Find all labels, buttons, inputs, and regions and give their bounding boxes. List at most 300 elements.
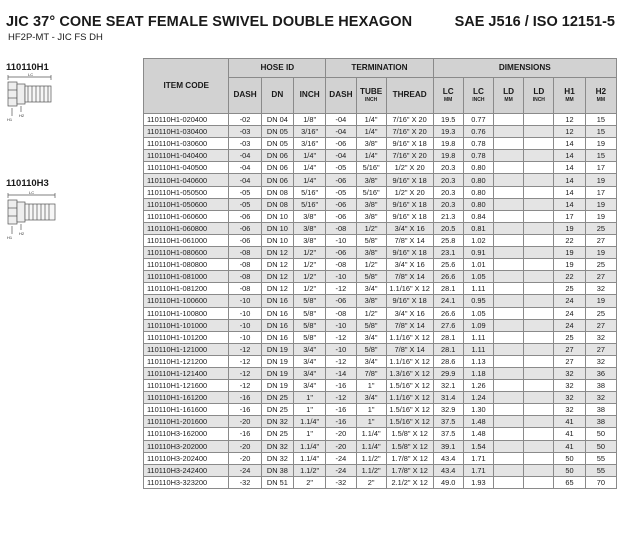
table-cell: 1.1/2" (356, 464, 386, 476)
table-cell (524, 210, 554, 222)
dim-label-h2-h1: H2 (19, 113, 25, 118)
table-cell (524, 452, 554, 464)
table-cell: 32 (554, 404, 585, 416)
table-cell: DN 05 (261, 138, 293, 150)
table-cell: 3/4" (293, 380, 325, 392)
column-header-unit: INCH (532, 96, 545, 103)
table-row (144, 464, 617, 476)
table-cell: 0.91 (463, 247, 493, 259)
table-cell: 15 (585, 126, 616, 138)
table-cell: 1" (293, 428, 325, 440)
table-cell: -10 (229, 331, 261, 343)
table-cell: 5/8" (356, 343, 386, 355)
table-cell (494, 404, 524, 416)
table-cell (494, 162, 524, 174)
table-cell: 37.5 (433, 428, 463, 440)
table-cell: 5/8" (293, 319, 325, 331)
table-cell (524, 222, 554, 234)
table-cell: 37.5 (433, 416, 463, 428)
table-cell: 1/2" (356, 307, 386, 319)
item-code-cell: 110110H1-121200 (144, 355, 229, 367)
column-header (229, 78, 261, 114)
table-cell: 9/16" X 18 (386, 295, 433, 307)
table-cell: 32 (554, 380, 585, 392)
table-cell: 5/8" (293, 331, 325, 343)
table-cell: 27 (554, 343, 585, 355)
table-cell (524, 343, 554, 355)
table-cell (524, 234, 554, 246)
table-cell: 1.93 (463, 476, 493, 488)
item-code-cell: 110110H1-040500 (144, 162, 229, 174)
table-cell: 20.5 (433, 222, 463, 234)
table-cell: DN 06 (261, 162, 293, 174)
table-cell (494, 440, 524, 452)
column-header-unit: INCH (364, 96, 378, 103)
item-code-cell: 110110H1-020400 (144, 114, 229, 126)
table-cell: 7/8" X 14 (386, 271, 433, 283)
table-cell: -08 (229, 259, 261, 271)
table-cell: 20.3 (433, 198, 463, 210)
table-cell: DN 12 (261, 283, 293, 295)
table-cell: 3/8" (356, 210, 386, 222)
table-cell: 0.77 (463, 114, 493, 126)
table-cell: -05 (229, 198, 261, 210)
table-cell (494, 295, 524, 307)
table-cell: 32 (585, 331, 616, 343)
table-cell (494, 150, 524, 162)
table-cell (524, 380, 554, 392)
table-cell: DN 32 (261, 416, 293, 428)
table-cell: -12 (229, 355, 261, 367)
table-cell: 1.1/4" (293, 440, 325, 452)
table-cell: 1/2" (293, 271, 325, 283)
item-code-cell: 110110H3-202400 (144, 452, 229, 464)
table-row (144, 186, 617, 198)
table-cell: 7/16" X 20 (386, 126, 433, 138)
item-code-cell: 110110H1-081200 (144, 283, 229, 295)
table-cell: 7/16" X 20 (386, 114, 433, 126)
table-cell: DN 12 (261, 271, 293, 283)
table-cell: 50 (554, 464, 585, 476)
dim-label-h2-h3: H2 (19, 231, 25, 236)
table-cell: 19.8 (433, 138, 463, 150)
item-code-cell: 110110H1-100800 (144, 307, 229, 319)
table-row (144, 283, 617, 295)
table-cell (494, 355, 524, 367)
table-cell: 19.8 (433, 150, 463, 162)
table-cell: 1.7/8" X 12 (386, 452, 433, 464)
table-cell: 14 (554, 138, 585, 150)
page-title: JIC 37° CONE SEAT FEMALE SWIVEL DOUBLE HEXAGON (6, 14, 413, 30)
item-code-cell: 110110H1-121400 (144, 367, 229, 379)
column-header-unit: MM (596, 96, 605, 103)
table-cell: -06 (229, 234, 261, 246)
table-cell: 12 (554, 114, 585, 126)
table-cell: 1.02 (463, 234, 493, 246)
item-code-cell: 110110H1-040600 (144, 174, 229, 186)
item-code-cell: 110110H1-050500 (144, 186, 229, 198)
table-cell: -10 (326, 234, 356, 246)
table-cell (494, 319, 524, 331)
table-cell: 1" (356, 404, 386, 416)
table-cell: 1.13 (463, 355, 493, 367)
table-cell: -20 (229, 452, 261, 464)
table-cell: 1/2" X 20 (386, 162, 433, 174)
table-cell: DN 19 (261, 355, 293, 367)
column-header-label: LC (442, 87, 454, 97)
table-cell: 32.9 (433, 404, 463, 416)
table-cell: 1/4" (293, 174, 325, 186)
table-cell: 32.1 (433, 380, 463, 392)
table-cell (494, 114, 524, 126)
table-cell (524, 150, 554, 162)
table-cell: -16 (326, 416, 356, 428)
table-cell: 25 (585, 307, 616, 319)
table-cell: -05 (326, 186, 356, 198)
table-cell: 1.5/8" X 12 (386, 428, 433, 440)
column-header (356, 78, 386, 114)
table-row (144, 210, 617, 222)
table-cell: 1/4" (356, 114, 386, 126)
column-header (261, 78, 293, 114)
table-cell: 27.6 (433, 319, 463, 331)
item-code-cell: 110110H1-061000 (144, 234, 229, 246)
table-cell: 25 (585, 222, 616, 234)
table-cell: 24 (554, 295, 585, 307)
table-row (144, 331, 617, 343)
table-cell: -10 (229, 307, 261, 319)
column-header-label: H1 (564, 87, 575, 97)
table-cell: 1.54 (463, 440, 493, 452)
table-cell: 1.1/16" X 12 (386, 355, 433, 367)
item-code-cell: 110110H1-030600 (144, 138, 229, 150)
table-cell: DN 51 (261, 476, 293, 488)
table-cell: -08 (229, 247, 261, 259)
table-cell: 0.80 (463, 162, 493, 174)
table-cell (494, 464, 524, 476)
item-code-cell: 110110H1-060800 (144, 222, 229, 234)
table-cell: 14 (554, 198, 585, 210)
table-cell: -05 (326, 162, 356, 174)
table-cell: 2" (356, 476, 386, 488)
table-row (144, 271, 617, 283)
table-cell: -20 (326, 440, 356, 452)
table-cell: DN 32 (261, 440, 293, 452)
column-header-label: DN (271, 90, 284, 100)
table-cell: 3/4" X 16 (386, 222, 433, 234)
item-code-cell: 110110H1-060600 (144, 210, 229, 222)
table-cell: -16 (229, 404, 261, 416)
table-cell: 65 (554, 476, 585, 488)
table-cell: 9/16" X 18 (386, 174, 433, 186)
table-cell: 9/16" X 18 (386, 138, 433, 150)
table-row (144, 138, 617, 150)
column-header-label: DASH (329, 90, 353, 100)
table-cell: 0.78 (463, 150, 493, 162)
table-cell: 17 (554, 210, 585, 222)
table-cell: 0.80 (463, 186, 493, 198)
table-cell: 3/4" (356, 355, 386, 367)
table-cell: 28.1 (433, 283, 463, 295)
table-row (144, 295, 617, 307)
table-cell (524, 440, 554, 452)
table-cell (524, 428, 554, 440)
table-cell: 14 (554, 174, 585, 186)
table-cell (494, 452, 524, 464)
table-cell: DN 16 (261, 319, 293, 331)
table-row (144, 428, 617, 440)
table-cell: 1.11 (463, 331, 493, 343)
table-cell: 5/16" (293, 186, 325, 198)
table-cell: DN 08 (261, 198, 293, 210)
table-cell: 70 (585, 476, 616, 488)
table-cell: DN 08 (261, 186, 293, 198)
table-row (144, 380, 617, 392)
table-row (144, 150, 617, 162)
table-cell: DN 12 (261, 259, 293, 271)
table-row (144, 367, 617, 379)
page-subtitle: HF2P-MT - JIC FS DH (8, 32, 103, 43)
table-cell: 3/8" (356, 247, 386, 259)
table-cell (524, 186, 554, 198)
table-cell: 1" (293, 392, 325, 404)
table-cell: DN 38 (261, 464, 293, 476)
table-cell: 55 (585, 452, 616, 464)
column-header-unit: MM (504, 96, 513, 103)
table-cell: -02 (229, 114, 261, 126)
table-cell: 41 (554, 428, 585, 440)
table-row (144, 126, 617, 138)
table-cell: 1.01 (463, 259, 493, 271)
series-label-h1: 110110H1 (6, 62, 49, 73)
table-cell (524, 174, 554, 186)
table-cell: -03 (229, 138, 261, 150)
item-code-cell: 110110H1-050600 (144, 198, 229, 210)
dim-label-h1-h1: H1 (7, 117, 13, 122)
table-cell: 1.48 (463, 416, 493, 428)
table-cell: 5/8" (356, 271, 386, 283)
column-header (386, 78, 433, 114)
table-cell: 1.09 (463, 319, 493, 331)
table-cell: 19 (585, 210, 616, 222)
table-cell: 32 (585, 283, 616, 295)
table-cell: 19 (554, 247, 585, 259)
table-cell: 1/2" (356, 259, 386, 271)
table-cell: 32 (585, 392, 616, 404)
table-cell: 1.11 (463, 343, 493, 355)
table-cell: -16 (229, 428, 261, 440)
table-cell (524, 138, 554, 150)
table-cell: -06 (229, 222, 261, 234)
table-cell: 1.1/16" X 12 (386, 283, 433, 295)
column-header-label: DASH (233, 90, 257, 100)
table-cell: 36 (585, 367, 616, 379)
table-cell: 1.05 (463, 307, 493, 319)
table-row (144, 234, 617, 246)
table-cell: 0.76 (463, 126, 493, 138)
table-cell: 1.1/4" (356, 440, 386, 452)
standard-label: SAE J516 / ISO 12151-5 (454, 14, 615, 30)
table-cell (524, 464, 554, 476)
item-code-cell: 110110H1-101000 (144, 319, 229, 331)
table-cell: DN 10 (261, 210, 293, 222)
header-termination: TERMINATION (326, 59, 433, 78)
table-cell (494, 247, 524, 259)
column-header (293, 78, 325, 114)
column-header (585, 78, 616, 114)
table-cell: 19.5 (433, 114, 463, 126)
table-cell: 20.3 (433, 174, 463, 186)
table-cell: 50 (554, 452, 585, 464)
table-cell (524, 247, 554, 259)
table-cell: 19 (585, 198, 616, 210)
table-cell: 49.0 (433, 476, 463, 488)
table-cell: 9/16" X 18 (386, 210, 433, 222)
table-cell: 19 (554, 259, 585, 271)
table-cell (524, 114, 554, 126)
table-cell: 1.26 (463, 380, 493, 392)
table-cell: 3/4" X 16 (386, 307, 433, 319)
table-cell: 1.1/4" (293, 452, 325, 464)
table-cell: 1.18 (463, 367, 493, 379)
table-row (144, 452, 617, 464)
table-cell: 3/8" (356, 295, 386, 307)
table-cell: 25.6 (433, 259, 463, 271)
table-cell: 24 (554, 319, 585, 331)
table-cell (494, 174, 524, 186)
table-cell: 7/8" X 14 (386, 343, 433, 355)
table-cell: -20 (229, 440, 261, 452)
table-cell: 3/8" (293, 222, 325, 234)
table-cell (494, 343, 524, 355)
table-cell: 12 (554, 126, 585, 138)
table-cell: 3/4" (293, 355, 325, 367)
table-cell: -10 (229, 319, 261, 331)
table-cell: 1/2" (293, 283, 325, 295)
table-cell: -16 (326, 380, 356, 392)
table-cell: -12 (326, 355, 356, 367)
table-cell: -14 (326, 367, 356, 379)
table-cell: -04 (229, 174, 261, 186)
table-cell: -06 (326, 295, 356, 307)
table-cell: -20 (326, 428, 356, 440)
table-cell: -16 (326, 404, 356, 416)
table-cell (524, 355, 554, 367)
table-cell: 1/4" (356, 150, 386, 162)
table-cell (524, 271, 554, 283)
column-header (463, 78, 493, 114)
table-cell: 1.05 (463, 271, 493, 283)
table-cell: -10 (326, 343, 356, 355)
table-cell (524, 367, 554, 379)
table-cell: -06 (326, 138, 356, 150)
column-header-unit: MM (444, 96, 453, 103)
table-cell: 0.80 (463, 198, 493, 210)
table-cell: 20.3 (433, 162, 463, 174)
table-row (144, 174, 617, 186)
table-cell: 3/8" (356, 138, 386, 150)
table-cell: 14 (554, 162, 585, 174)
column-header (524, 78, 554, 114)
column-header-label: THREAD (392, 90, 427, 100)
table-cell (524, 198, 554, 210)
table-cell: 3/8" (356, 174, 386, 186)
table-cell: 22 (554, 234, 585, 246)
table-cell: -24 (326, 464, 356, 476)
table-cell: 7/8" X 14 (386, 234, 433, 246)
dim-label-lc-h3: LC (29, 190, 35, 195)
table-cell: 19 (585, 247, 616, 259)
column-header-unit: MM (565, 96, 574, 103)
table-cell: DN 06 (261, 150, 293, 162)
table-cell: 1" (356, 380, 386, 392)
table-cell: 23.1 (433, 247, 463, 259)
table-cell (524, 404, 554, 416)
table-cell: -08 (229, 271, 261, 283)
table-cell: -12 (229, 367, 261, 379)
table-cell (494, 198, 524, 210)
table-cell: 1.5/16" X 12 (386, 380, 433, 392)
table-row (144, 114, 617, 126)
table-cell: 17 (585, 162, 616, 174)
table-cell (524, 416, 554, 428)
table-cell: -08 (326, 259, 356, 271)
table-cell: 27 (585, 271, 616, 283)
table-cell (524, 126, 554, 138)
table-cell: DN 25 (261, 404, 293, 416)
table-cell: 25 (554, 331, 585, 343)
table-cell (524, 307, 554, 319)
table-cell: 3/8" (293, 210, 325, 222)
table-cell: 32 (554, 392, 585, 404)
item-code-cell: 110110H1-081000 (144, 271, 229, 283)
table-cell: 26.6 (433, 271, 463, 283)
table-cell: 38 (585, 380, 616, 392)
table-cell (494, 234, 524, 246)
table-row (144, 222, 617, 234)
table-row (144, 307, 617, 319)
table-cell: 28.1 (433, 331, 463, 343)
table-row (144, 259, 617, 271)
item-code-cell: 110110H1-040400 (144, 150, 229, 162)
table-cell: 19 (554, 222, 585, 234)
table-cell: 5/8" (293, 307, 325, 319)
table-cell: DN 16 (261, 331, 293, 343)
table-cell: 31.4 (433, 392, 463, 404)
table-cell: 5/16" (356, 162, 386, 174)
table-cell: DN 04 (261, 114, 293, 126)
table-cell (524, 283, 554, 295)
table-cell: -24 (326, 452, 356, 464)
table-cell: DN 05 (261, 126, 293, 138)
table-cell: 1/4" (293, 150, 325, 162)
table-cell: 19 (585, 174, 616, 186)
table-cell: 3/8" (293, 234, 325, 246)
table-cell: 19.3 (433, 126, 463, 138)
table-cell: -05 (229, 186, 261, 198)
table-cell (494, 331, 524, 343)
table-cell: DN 19 (261, 380, 293, 392)
table-cell: 5/8" (356, 234, 386, 246)
table-row (144, 343, 617, 355)
table-cell (494, 283, 524, 295)
table-cell: 43.4 (433, 464, 463, 476)
table-cell: 50 (585, 428, 616, 440)
item-code-cell: 110110H1-121600 (144, 380, 229, 392)
table-cell: -04 (326, 150, 356, 162)
table-cell (494, 392, 524, 404)
table-cell: DN 10 (261, 234, 293, 246)
